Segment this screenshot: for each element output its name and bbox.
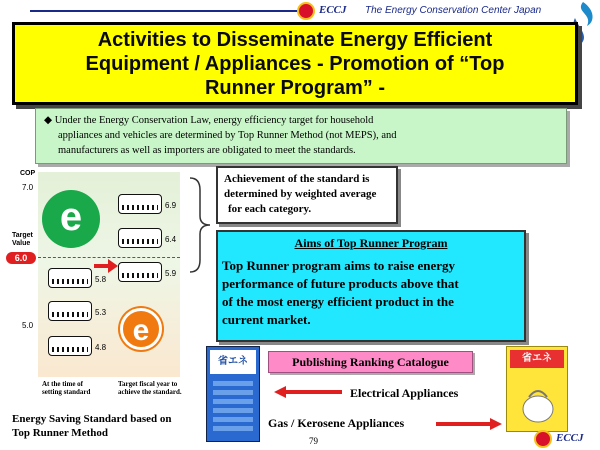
gas-kerosene-label: Gas / Kerosene Appliances — [268, 416, 405, 430]
value-label: 6.9 — [165, 201, 177, 210]
target-line — [38, 257, 180, 258]
brace-icon — [188, 176, 216, 274]
tick-label-7: 7.0 — [22, 183, 34, 192]
weighted-average-text: Achievement of the standard is determined by weighted average for each category. — [224, 173, 377, 215]
footer-eccj-logo-icon — [534, 430, 552, 448]
header-logo-text: ECCJ — [319, 4, 347, 16]
chart-footer-right: Target fiscal year to achieve the standard. — [118, 380, 182, 396]
chart-footer-left: At the time of setting standard — [42, 380, 91, 396]
right-arrow-icon — [436, 418, 502, 430]
value-label: 5.9 — [165, 269, 177, 278]
value-label: 4.8 — [95, 343, 107, 352]
aims-title: Aims of Top Runner Program — [294, 236, 448, 250]
header-rule — [30, 10, 300, 12]
eccj-logo-icon — [297, 2, 315, 20]
chart-arrow-icon — [94, 259, 118, 273]
chart-caption: Energy Saving Standard based on Top Runner Method — [12, 413, 172, 439]
title-line-3: Runner Program” - — [204, 77, 386, 99]
intro-line-1: Under the Energy Conservation Law, energy efficiency target for household — [54, 115, 374, 126]
publishing-label: Publishing Ranking Catalogue — [292, 355, 449, 369]
aims-box — [216, 230, 526, 342]
value-label: 6.4 — [165, 235, 177, 244]
value-label: 5.8 — [95, 275, 107, 284]
electrical-appliances-label: Electrical Appliances — [350, 386, 459, 400]
air-conditioner-icon — [48, 336, 92, 356]
green-e-logo-icon: e — [42, 190, 100, 248]
tick-label-5: 5.0 — [22, 321, 34, 330]
left-arrow-icon — [274, 386, 342, 398]
electrical-catalogue-image — [206, 346, 260, 442]
aims-text: Top Runner program aims to raise energy performance of future products above that of the most energy efficient product in the current market. — [222, 258, 459, 327]
footer-logo-text: ECCJ — [556, 432, 584, 444]
title-line-2: Equipment / Appliances - Promotion of “Top — [85, 53, 505, 75]
air-conditioner-icon — [118, 262, 162, 282]
intro-line-2: appliances and vehicles are determined by Top Runner Method (not MEPS), and — [58, 130, 397, 141]
header-center-name: The Energy Conservation Center Japan — [365, 5, 542, 16]
air-conditioner-icon — [118, 194, 162, 214]
page-number: 79 — [309, 436, 318, 446]
gas-kerosene-catalogue-image — [506, 346, 568, 432]
value-label: 5.3 — [95, 308, 107, 317]
orange-e-logo-icon: e — [120, 308, 162, 350]
title-line-1: Activities to Disseminate Energy Efficient — [97, 29, 493, 51]
air-conditioner-icon — [48, 268, 92, 288]
page-title — [15, 25, 575, 100]
kettle-icon — [519, 381, 557, 425]
intro-box — [35, 108, 567, 164]
brochure-title: 省エネ — [510, 350, 564, 368]
target-label-line-1: Target — [12, 232, 33, 239]
bullet-icon: ◆ — [44, 115, 53, 126]
brochure-title: 省エネ — [210, 350, 256, 374]
target-value-badge: 6.0 — [6, 252, 36, 264]
target-label-line-2: Value — [12, 240, 31, 247]
publishing-box — [268, 351, 473, 373]
title-banner — [12, 22, 578, 105]
air-conditioner-icon — [118, 228, 162, 248]
intro-text — [36, 109, 566, 158]
intro-line-3: manufacturers as well as importers are obligated to meet the standards. — [58, 145, 356, 156]
air-conditioner-icon — [48, 301, 92, 321]
y-axis-label: COP — [20, 170, 36, 177]
weighted-average-box — [216, 166, 398, 224]
